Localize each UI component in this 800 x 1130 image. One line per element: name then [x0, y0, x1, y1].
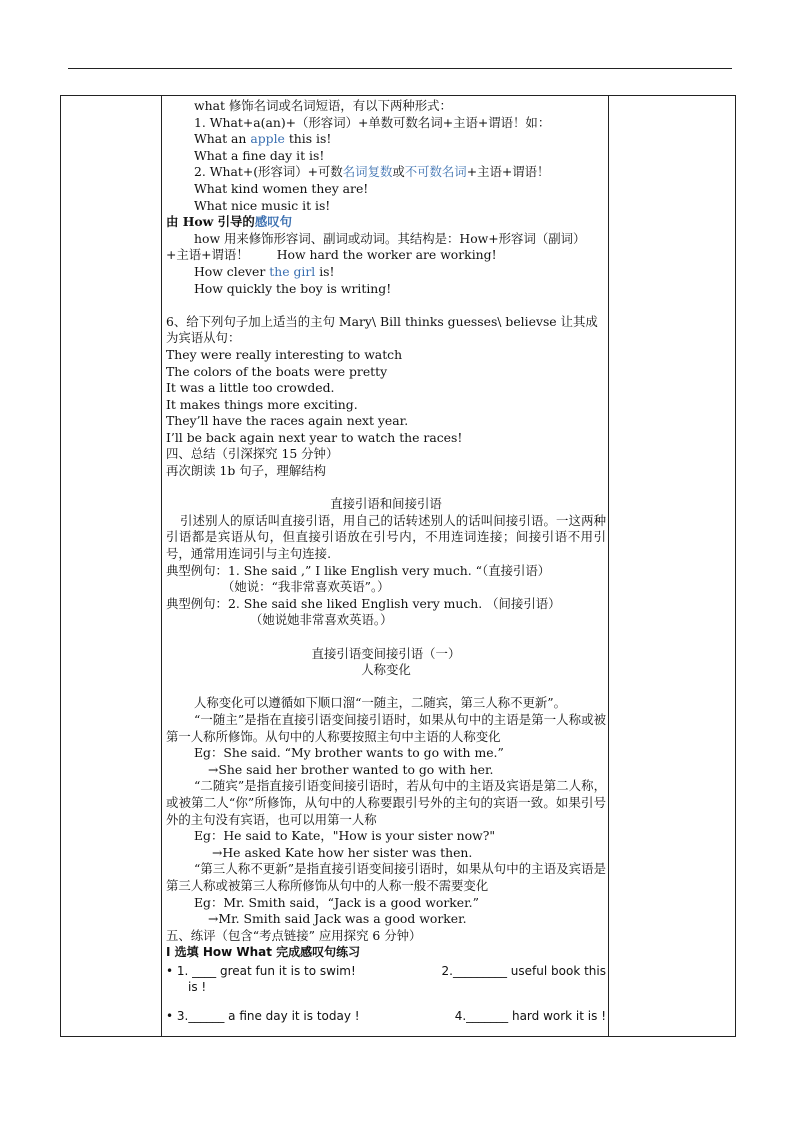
- practice-row-2: [166, 1008, 606, 1025]
- what-intro: what 修饰名词或名词短语，有以下两种形式：: [194, 98, 452, 113]
- header-rule: [68, 68, 732, 69]
- task6-sentence: It was a little too crowded.: [166, 380, 335, 396]
- what-example-4: What nice music it is!: [194, 197, 331, 213]
- change-example-2: Eg：He said to Kate，"How is your sister now?": [194, 828, 496, 844]
- change-example-2-result: →He asked Kate how her sister was then.: [212, 844, 473, 860]
- change-subtitle: 人称变化: [361, 662, 411, 678]
- change-title: 直接引语变间接引语（一）: [311, 645, 461, 661]
- practice-question-1: • 1. ____ great fun it is to swim!: [166, 963, 356, 978]
- speech-example-2-cn: （她说她非常喜欢英语。）: [250, 612, 393, 628]
- how-example-2: How quickly the boy is writing!: [194, 280, 392, 296]
- speech-example-2: 典型例句：2. She said she liked English very much. （间接引语）: [166, 595, 561, 611]
- speech-example-1-cn: （她说：“我非常喜欢英语”。）: [222, 579, 390, 595]
- how-example-1: How clever the girl is!: [194, 263, 335, 279]
- speech-definition: 引述别人的原话叫直接引语，用自己的话转述别人的话叫间接引语。一这两种引语都是宾语从句，但直接引语放在引号内，不用连词连接；间接引语不用引号，通常用连词引与主句连接.: [166, 512, 606, 562]
- task6-sentence: They’ll have the races again next year.: [166, 413, 409, 429]
- left-column: [61, 96, 162, 1036]
- task6-sentence: They were really interesting to watch: [166, 346, 403, 362]
- change-example-3-result: →Mr. Smith said Jack was a good worker.: [208, 911, 467, 927]
- highlight-plural-noun: 名词复数: [342, 164, 393, 180]
- how-structure: how 用来修饰形容词、副词或动词。其结构是：How+形容词（副词）: [194, 230, 586, 246]
- summary-line: 再次朗读 1b 句子，理解结构: [166, 463, 326, 479]
- speech-title: 直接引语和间接引语: [330, 496, 442, 512]
- highlight-apple: apple: [250, 131, 285, 147]
- change-rule-third: “第三人称不更新”是指直接引语变间接引语时，如果从句中的主语及宾语是第三人称或被第三人称所修饰从句中的人称一般不需要变化: [166, 861, 606, 893]
- practice-heading: 五、练评（包含“考点链接” 应用探究 6 分钟）: [166, 927, 422, 943]
- right-column: [608, 96, 735, 1036]
- how-heading: 由 How 引导的感叹句: [166, 214, 292, 230]
- what-form-1: 1. What+a(an)+（形容词）+单数可数名词+主语+谓语！如：: [194, 114, 551, 130]
- what-example-2: What a fine day it is!: [194, 147, 325, 163]
- lesson-table: [60, 95, 736, 1037]
- change-rule-second: “二随宾”是指直接引语变间接引语时，若从句中的主语及宾语是第二人称，或被第二人“你”所修饰，从句中的人称要跟引号外的主句的宾语一致。如果引号外的主句没有宾语，也可以用第一人称: [166, 778, 606, 827]
- change-example-3: Eg：Mr. Smith said，“Jack is a good worker.”: [194, 894, 479, 910]
- task6-instruction: 6、给下列句子加上适当的主句 Mary\ Bill thinks guesses\ believse 让其成: [166, 313, 598, 329]
- task6-instruction-cont: 为宾语从句：: [166, 330, 241, 346]
- practice-question-4: 4._______ hard work it is !: [454, 1009, 606, 1024]
- task6-sentence: It makes things more exciting.: [166, 396, 358, 412]
- how-structure-cont: +主语+谓语！ How hard the worker are working!: [166, 247, 497, 263]
- task6-sentence: I’ll be back again next year to watch the races!: [166, 429, 463, 445]
- change-rule-first: “一随主”是指在直接引语变间接引语时，如果从句中的主语是第一人称或被第一人称所修饰。从句中的人称要按照主句中主语的人称变化: [166, 711, 606, 744]
- practice-question-3: • 3.______ a fine day it is today !: [166, 1009, 360, 1024]
- change-rule: 人称变化可以遵循如下顺口溜“一随主，二随宾，第三人称不更新”。: [194, 695, 566, 711]
- practice-subheading: Ⅰ 选填 How What 完成感叹句练习: [166, 945, 361, 960]
- summary-heading: 四、总结（引深探究 15 分钟）: [166, 446, 339, 462]
- highlight-the-girl: the girl: [269, 263, 316, 279]
- practice-question-2-cont: is !: [188, 980, 207, 995]
- change-example-1: Eg：She said. “My brother wants to go with me.”: [194, 745, 504, 761]
- speech-example-1: 典型例句：1. She said ,” I like English very much. “（直接引语）: [166, 562, 551, 578]
- task6-sentence: The colors of the boats were pretty: [166, 363, 388, 379]
- what-example-1: What an apple this is!: [194, 131, 332, 147]
- highlight-uncountable-noun: 不可数名词: [404, 164, 467, 180]
- what-form-2: 2. What+(形容词）+可数名词复数或不可数名词+主语+谓语！: [194, 164, 550, 180]
- what-example-3: What kind women they are!: [194, 180, 369, 196]
- practice-row-1: [166, 963, 606, 980]
- practice-question-2: 2._________ useful book this: [441, 963, 606, 978]
- lesson-content: [166, 98, 606, 1025]
- change-example-1-result: →She said her brother wanted to go with her.: [208, 761, 494, 777]
